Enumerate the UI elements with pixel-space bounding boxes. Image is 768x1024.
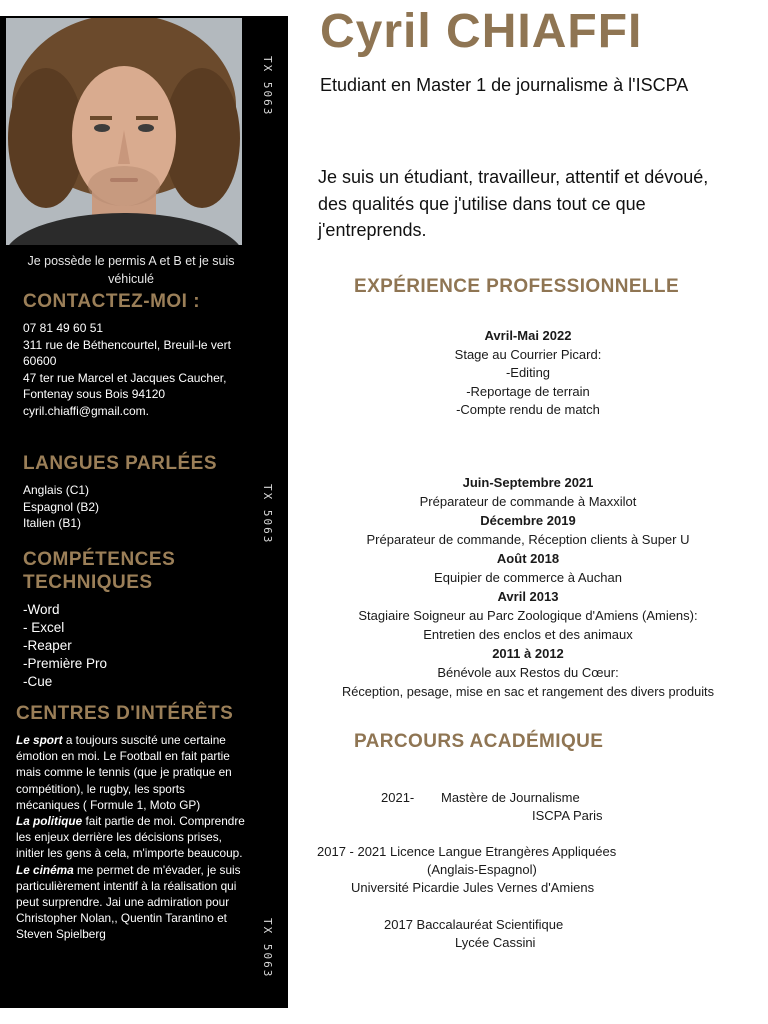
contact-list xyxy=(23,320,253,419)
experience-date: Avril-Mai 2022 xyxy=(484,328,572,343)
experience-line: -Reportage de terrain xyxy=(466,383,590,399)
edu-title: Mastère de Journalisme xyxy=(441,790,580,805)
experience-line: Réception, pesage, mise en sac et rangement des divers produits xyxy=(341,684,715,699)
experience-date: Avril 2013 xyxy=(497,589,559,604)
skills-list xyxy=(23,601,107,691)
edu-year: 2021- xyxy=(381,790,415,805)
skill-item: -Première Pro xyxy=(23,656,108,671)
experience-line: -Editing xyxy=(505,365,551,380)
experience-line: Stage au Courrier Picard: xyxy=(454,346,602,362)
filmstrip-label: TX 5063 xyxy=(261,918,274,979)
profile-photo xyxy=(6,18,242,245)
experience-date: Août 2018 xyxy=(496,551,560,566)
contact-address-2: 47 ter rue Marcel et Jacques Caucher, Fontenay sous Bois 94120 xyxy=(23,370,227,401)
languages-heading: LANGUES PARLÉES xyxy=(23,453,218,474)
experience-block-first xyxy=(288,327,768,420)
edu-line: Université Picardie Jules Vernes d'Amiens xyxy=(351,880,595,895)
skill-item: -Word xyxy=(23,602,60,617)
sidebar xyxy=(0,16,288,1008)
contact-email: cyril.chiaffi@gmail.com. xyxy=(23,403,149,418)
experience-line: -Compte rendu de match xyxy=(456,402,600,417)
interest-politique-text: fait partie de moi. Comprendre les enjeux derrière les décisions prises, initier les gens à cela, m'importe beaucoup. xyxy=(16,814,245,861)
filmstrip-label: TX 5063 xyxy=(261,484,274,545)
experience-date: 2011 à 2012 xyxy=(492,646,564,661)
experience-line: Préparateur de commande à Maxxilot xyxy=(419,494,637,509)
portrait-illustration xyxy=(6,18,242,245)
language-item: Espagnol (B2) xyxy=(23,499,100,514)
candidate-subtitle: Etudiant en Master 1 de journalisme à l'ISCPA xyxy=(320,75,689,95)
experience-heading: EXPÉRIENCE PROFESSIONNELLE xyxy=(354,276,680,297)
education-heading: PARCOURS ACADÉMIQUE xyxy=(354,731,604,752)
filmstrip-label: TX 5063 xyxy=(261,56,274,117)
contact-heading: CONTACTEZ-MOI : xyxy=(23,291,201,312)
experience-line: Préparateur de commande, Réception clients à Super U xyxy=(366,532,690,547)
interests-text xyxy=(16,732,248,943)
interest-politique-key: La politique xyxy=(16,814,83,829)
languages-list xyxy=(23,482,99,532)
interests-heading: CENTRES D'INTÉRÊTS xyxy=(16,703,234,724)
contact-phone: 07 81 49 60 51 xyxy=(23,321,104,335)
skills-heading-line: COMPÉTENCES xyxy=(23,549,176,570)
edu-school: ISCPA Paris xyxy=(532,808,603,823)
language-item: Anglais (C1) xyxy=(23,483,90,497)
experience-line: Entretien des enclos et des animaux xyxy=(423,627,633,642)
skills-heading-line: TECHNIQUES xyxy=(23,572,153,593)
experience-line: Stagiaire Soigneur au Parc Zoologique d'Amiens (Amiens): xyxy=(358,608,698,623)
experience-line: Equipier de commerce à Auchan xyxy=(434,570,622,585)
candidate-name: Cyril CHIAFFI xyxy=(320,5,643,58)
experience-date: Décembre 2019 xyxy=(480,513,576,528)
edu-line: (Anglais-Espagnol) xyxy=(427,862,537,877)
language-item: Italien (B1) xyxy=(23,516,82,530)
experience-line: Bénévole aux Restos du Cœur: xyxy=(437,665,619,680)
experience-date: Juin-Septembre 2021 xyxy=(462,475,594,490)
interest-cinema-text: me permet de m'évader, je suis particulièrement intentif à la réalisation qui peut surprendre. Jai une admiration pour Christopher Nolan,, Quentin Tarantino et Steven Spielberg xyxy=(16,862,241,942)
candidate-summary: Je suis un étudiant, travailleur, attentif et dévoué, des qualités que j'utilise dans tout ce que j'entreprends. xyxy=(318,167,709,240)
edu-line: Lycée Cassini xyxy=(455,935,536,950)
skill-item: - Excel xyxy=(23,620,65,635)
edu-line: 2017 Baccalauréat Scientifique xyxy=(384,917,564,932)
skill-item: -Cue xyxy=(23,674,53,689)
contact-address-1: 311 rue de Béthencourtel, Breuil-le vert 60600 xyxy=(23,337,231,368)
skills-heading xyxy=(23,548,175,594)
experience-list xyxy=(288,473,768,701)
edu-line: 2017 - 2021 Licence Langue Etrangères Appliquées xyxy=(317,844,617,859)
interest-sport-text: a toujours suscité une certaine émotion en moi. Le Football en fait partie mais comme le tennis (que je pratique en compétition), le rugby, les sports mécaniques ( Formule 1, Moto GP) xyxy=(16,733,232,812)
skill-item: -Reaper xyxy=(23,638,72,653)
interest-cinema-key: Le cinéma xyxy=(16,862,74,877)
interest-sport-key: Le sport xyxy=(16,733,63,747)
permis-note: Je possède le permis A et B et je suis véhiculé xyxy=(27,254,235,286)
